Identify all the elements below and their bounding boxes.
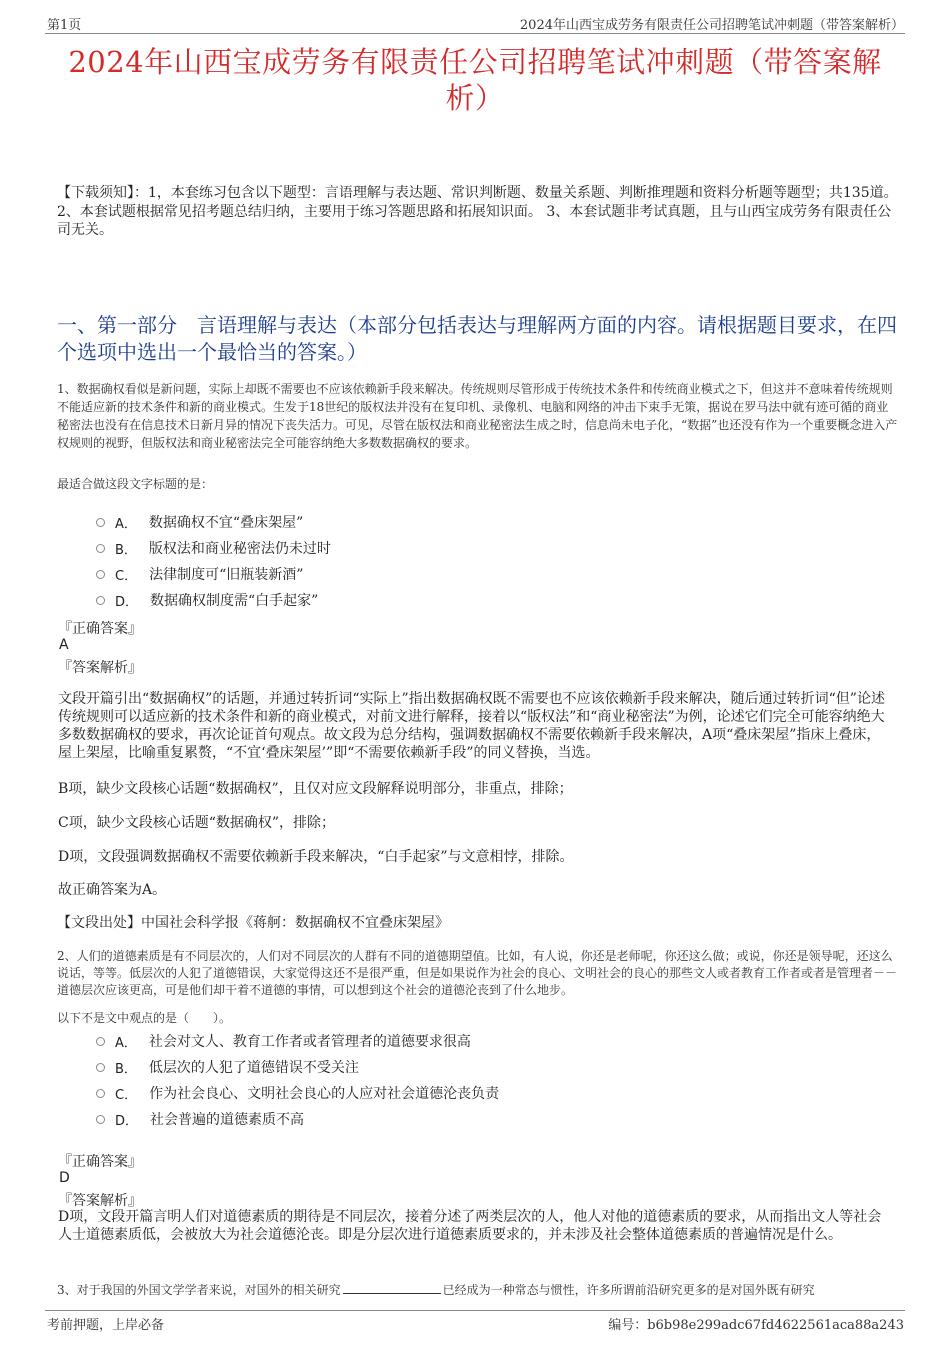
q2-analysis-label: 『答案解析』 xyxy=(58,1193,142,1209)
radio-icon[interactable] xyxy=(96,1063,105,1072)
q1-passage: 1、数据确权看似是新问题，实际上却既不需要也不应该依赖新手段来解决。传统规则尽管形成于传统技术条件和传统商业模式之下，但这并不意味着传统规则不能适应新的技术条件和新的商业模式。生发于18世纪的版权法并没有在复印机、录像机、电脑和网络的冲击下束手无策，据说在罗马法中就有迹可循的商业秘密法也没有在信息技术日新月异的情况下丧失活力。可见，尽管在版权法和商业秘密法生成之时，信息尚未电子化，“数据”也还没有作为一个重要概念进入产权规则的视野，但版权法和商业秘密法完全可能容纳绝大多数数据确权的要求。 xyxy=(57,382,898,450)
q1-answer: A xyxy=(59,637,69,653)
q1-option-d[interactable] xyxy=(96,587,331,613)
option-text: 社会普遍的道德素质不高 xyxy=(150,1112,305,1128)
q1-conclusion: 故正确答案为A。 xyxy=(58,882,167,898)
q2-passage: 2、人们的道德素质是有不同层次的，人们对不同层次的人群有不同的道德期望值。比如，有人说，你还是老师呢，你还这么做；或说，你还是领导呢，还这么说话，等等。低层次的人犯了道德错误，大家觉得这还不是很严重，但是如果说作为社会的良心、文明社会的良心的那些文人或者教育工作者或者是管理者－－道德层次应该更高，可是他们却干着不道德的事情，可以想到这个社会的道德沦丧到了什么地步。 xyxy=(57,949,898,997)
fill-blank xyxy=(343,1281,441,1294)
option-letter: C． xyxy=(115,1087,138,1103)
option-letter: A． xyxy=(115,516,137,532)
option-letter: B． xyxy=(115,1061,137,1077)
footer-slogan: 考前押题，上岸必备 xyxy=(47,1318,165,1333)
radio-icon[interactable] xyxy=(96,1115,105,1124)
option-text: 社会对文人、教育工作者或者管理者的道德要求很高 xyxy=(148,1034,471,1050)
running-title: 2024年山西宝成劳务有限责任公司招聘笔试冲刺题（带答案解析） xyxy=(519,18,904,33)
radio-icon[interactable] xyxy=(96,544,105,553)
q2-stem: 以下不是文中观点的是（ ）。 xyxy=(57,1011,232,1025)
q3-passage xyxy=(57,1281,900,1299)
q2-options xyxy=(96,1028,499,1132)
q1-stem: 最适合做这段文字标题的是： xyxy=(57,477,214,491)
document-id: 编号：b6b98e299adc67fd4622561aca88a243 xyxy=(608,1318,904,1333)
q1-analysis-c: C项，缺少文段核心话题“数据确权”，排除； xyxy=(58,815,336,831)
q1-answer-label: 『正确答案』 xyxy=(58,621,142,637)
q1-option-a[interactable] xyxy=(96,509,331,535)
option-text: 版权法和商业秘密法仍未过时 xyxy=(148,541,331,557)
q1-analysis-d: D项，文段强调数据确权不需要依赖新手段来解决，“白手起家”与文意相悖，排除。 xyxy=(58,849,574,865)
option-text: 数据确权制度需“白手起家” xyxy=(150,593,319,609)
option-text: 低层次的人犯了道德错误不受关注 xyxy=(148,1060,359,1076)
q1-analysis-label: 『答案解析』 xyxy=(58,660,142,676)
q2-answer-label: 『正确答案』 xyxy=(58,1154,142,1170)
download-notice: 【下载须知】：1，本套练习包含以下题型：言语理解与表达题、常识判断题、数量关系题、判断推理题和资料分析题等题型；共135道。 2、本套试题根据常见招考题总结归纳，主要用于练习答题思路和拓展知识面。 3、本套试题非考试真题，且与山西宝成劳务有限责任公司无关。 xyxy=(57,185,898,238)
page-number: 第1页 xyxy=(47,18,82,33)
option-letter: D． xyxy=(115,1113,139,1129)
option-text: 法律制度可“旧瓶装新酒” xyxy=(149,567,304,583)
option-letter: A． xyxy=(115,1035,137,1051)
q1-analysis-main: 文段开篇引出“数据确权”的话题，并通过转折词“实际上”指出数据确权既不需要也不应该依赖新手段来解决，随后通过转折词“但”论述传统规则可以适应新的技术条件和新的商业模式，对前文进行解释，接着以“版权法”和“商业秘密法”为例，论述它们完全可能容纳绝大多数数据确权的要求，再次论证首句观点。故文段为总分结构，强调数据确权不需要依赖新手段来解决，A项“叠床架屋”指床上叠床，屋上架屋，比喻重复累赘，“不宜‘叠床架屋’”即“不需要依赖新手段”的同义替换，当选。 xyxy=(58,691,885,761)
option-text: 数据确权不宜“叠床架屋” xyxy=(148,515,304,531)
radio-icon[interactable] xyxy=(96,570,105,579)
radio-icon[interactable] xyxy=(96,596,105,605)
radio-icon[interactable] xyxy=(96,518,105,527)
q2-option-c[interactable] xyxy=(96,1080,499,1106)
option-letter: B． xyxy=(115,542,137,558)
q2-answer: D xyxy=(59,1170,70,1186)
q2-option-a[interactable] xyxy=(96,1028,499,1054)
q2-analysis: D项，文段开篇言明人们对道德素质的期待是不同层次，接着分述了两类层次的人，他人对他的道德素质的要求，从而指出文人等社会人士道德素质低，会被放大为社会道德沦丧。即是分层次进行道德素质要求的，并未涉及社会整体道德素质的普遍情况是什么。 xyxy=(58,1209,882,1243)
radio-icon[interactable] xyxy=(96,1037,105,1046)
section-heading: 一、第一部分 言语理解与表达（本部分包括表达与理解两方面的内容。请根据题目要求，在四个选项中选出一个最恰当的答案。） xyxy=(57,313,897,364)
header-divider xyxy=(45,33,905,34)
option-text: 作为社会良心、文明社会良心的人应对社会道德沦丧负责 xyxy=(149,1086,500,1102)
option-letter: D． xyxy=(115,594,139,610)
q3-text-before: 3、对于我国的外国文学学者来说，对国外的相关研究 xyxy=(57,1283,341,1297)
q1-analysis-b: B项，缺少文段核心话题“数据确权”，且仅对应文段解释说明部分，非重点，排除； xyxy=(58,781,573,797)
q2-option-b[interactable] xyxy=(96,1054,499,1080)
q1-option-c[interactable] xyxy=(96,561,331,587)
footer-divider xyxy=(45,1310,905,1311)
radio-icon[interactable] xyxy=(96,1089,105,1098)
q2-option-d[interactable] xyxy=(96,1106,499,1132)
q1-options xyxy=(96,509,331,613)
q3-text-after: 已经成为一种常态与惯性，许多所谓前沿研究更多的是对国外既有研究 xyxy=(442,1283,815,1297)
page-title: 2024年山西宝成劳务有限责任公司招聘笔试冲刺题（带答案解析） xyxy=(68,45,882,115)
q1-option-b[interactable] xyxy=(96,535,331,561)
option-letter: C． xyxy=(115,568,138,584)
q1-source: 【文段出处】中国社会科学报《蒋舸：数据确权不宜叠床架屋》 xyxy=(57,915,449,931)
